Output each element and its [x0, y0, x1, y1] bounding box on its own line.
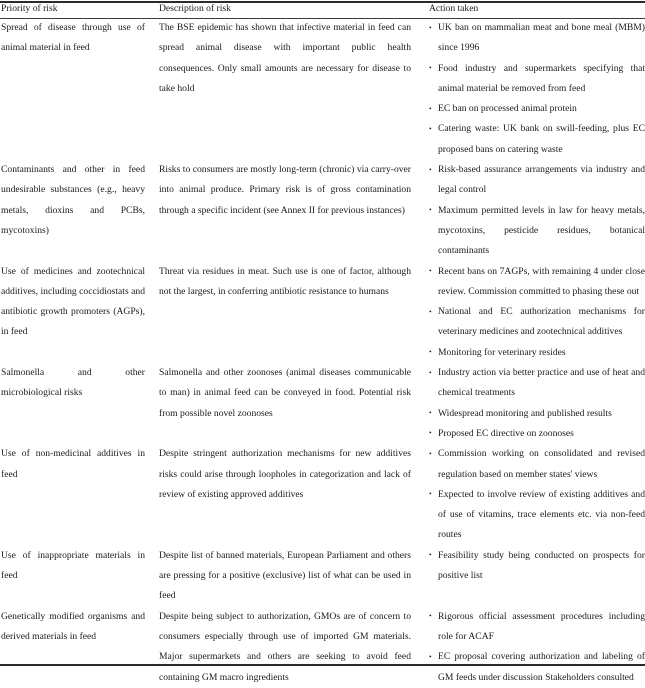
cell-action-taken [425, 160, 645, 261]
table-row [0, 363, 645, 444]
table-row [0, 546, 645, 607]
cell-description-of-risk: The BSE epidemic has shown that infective material in feed can spread animal disease with important public health consequences. Only small amounts are necessary for disease to take hold [159, 22, 411, 94]
cell-description-of-risk: Threat via residues in meat. Such use is one of factor, although not the largest, in conferring antibiotic resistance to humans [159, 265, 411, 297]
table-row [0, 18, 645, 160]
action-list [429, 18, 645, 160]
cell-description-of-risk: Salmonella and other zoonoses (animal diseases communicable to man) in animal feed can be conveyed in food. Potential risk from possible novel zoonoses [159, 367, 411, 419]
action-item: • Commission working on consolidated and revised regulation based on member states' views [429, 444, 645, 485]
cell-priority-of-risk: Use of inappropriate materials in feed [1, 549, 145, 582]
cell-action-taken [425, 444, 645, 545]
cell-action-taken [425, 546, 645, 607]
action-item: • National and EC authorization mechanisms for veterinary medicines and zootechnical additives [429, 302, 645, 343]
action-list [429, 607, 645, 688]
action-item: • EC proposal covering authorization and labeling of GM feeds under discussion Stakeholders consulted [429, 647, 645, 688]
action-item: • UK ban on mammalian meat and bone meal (MBM) since 1996 [429, 18, 645, 59]
cell-priority-of-risk: Salmonella and other microbiological risks [1, 367, 145, 399]
column-header-description: Description of risk [159, 3, 231, 14]
action-item: • Feasibility study being conducted on prospects for positive list [429, 546, 645, 587]
cell-priority-of-risk: Use of medicines and zootechnical additives, including coccidiostats and antibiotic growth promoters (AGPs), in feed [1, 265, 145, 338]
action-item: • Risk-based assurance arrangements via industry and legal control [429, 160, 645, 201]
action-item: • Proposed EC directive on zoonoses [429, 424, 645, 444]
action-list [429, 444, 645, 545]
cell-priority-of-risk: Genetically modified organisms and derived materials in feed [1, 610, 145, 642]
column-header-priority: Priority of risk [1, 3, 58, 14]
table-body [0, 18, 645, 688]
action-item: • Catering waste: UK bank on swill-feeding, plus EC proposed bans on catering waste [429, 119, 645, 160]
cell-action-taken [425, 262, 645, 363]
action-item: • Rigorous official assessment procedures including role for ACAF [429, 607, 645, 648]
table-row [0, 262, 645, 363]
cell-description-of-risk: Despite list of banned materials, European Parliament and others are pressing for a positive (exclusive) list of what can be used in feed [159, 549, 411, 602]
action-list [429, 262, 645, 363]
column-header-action: Action taken [429, 3, 479, 14]
action-item: • Widespread monitoring and published results [429, 404, 645, 424]
action-item: • Monitoring for veterinary resides [429, 343, 645, 363]
action-list [429, 546, 645, 587]
table-row [0, 444, 645, 545]
action-list [429, 160, 645, 261]
table-row [0, 607, 645, 688]
action-item: • Maximum permitted levels in law for heavy metals, mycotoxins, pesticide residues, botanical contaminants [429, 201, 645, 262]
cell-action-taken [425, 363, 645, 444]
cell-priority-of-risk: Contaminants and other in feed undesirable substances (e.g., heavy metals, dioxins and PCBs, mycotoxins) [1, 164, 145, 236]
cell-action-taken [425, 18, 645, 160]
table-header [0, 0, 645, 18]
action-item: • Industry action via better practice and use of heat and chemical treatments [429, 363, 645, 404]
cell-description-of-risk: Risks to consumers are mostly long-term (chronic) via carry-over into animal produce. Primary risk is of gross contamination through a specific incident (see Annex II for previous instances) [159, 164, 411, 216]
cell-priority-of-risk: Use of non-medicinal additives in feed [1, 448, 145, 480]
action-item: • Expected to involve review of existing additives and of use of vitamins, trace elements etc. via non-feed routes [429, 485, 645, 546]
cell-description-of-risk: Despite stringent authorization mechanisms for new additives risks could arise through loopholes in categorization and lack of review of existing approved additives [159, 448, 411, 500]
action-list [429, 363, 645, 444]
table-header-row [0, 0, 645, 18]
action-item: • EC ban on processed animal protein [429, 99, 645, 119]
cell-priority-of-risk: Spread of disease through use of animal material in feed [1, 22, 145, 54]
cell-description-of-risk: Despite being subject to authorization, GMOs are of concern to consumers especially through use of imported GM materials. Major supermarkets and others are seeking to avoid feed containing GM macro ingredients [159, 610, 411, 683]
cell-action-taken [425, 607, 645, 688]
action-item: • Recent bans on 7AGPs, with remaining 4 under close review. Commission committed to phasing these out [429, 262, 645, 303]
action-item: • Food industry and supermarkets specifying that animal material be removed from feed [429, 59, 645, 100]
table-row [0, 160, 645, 261]
